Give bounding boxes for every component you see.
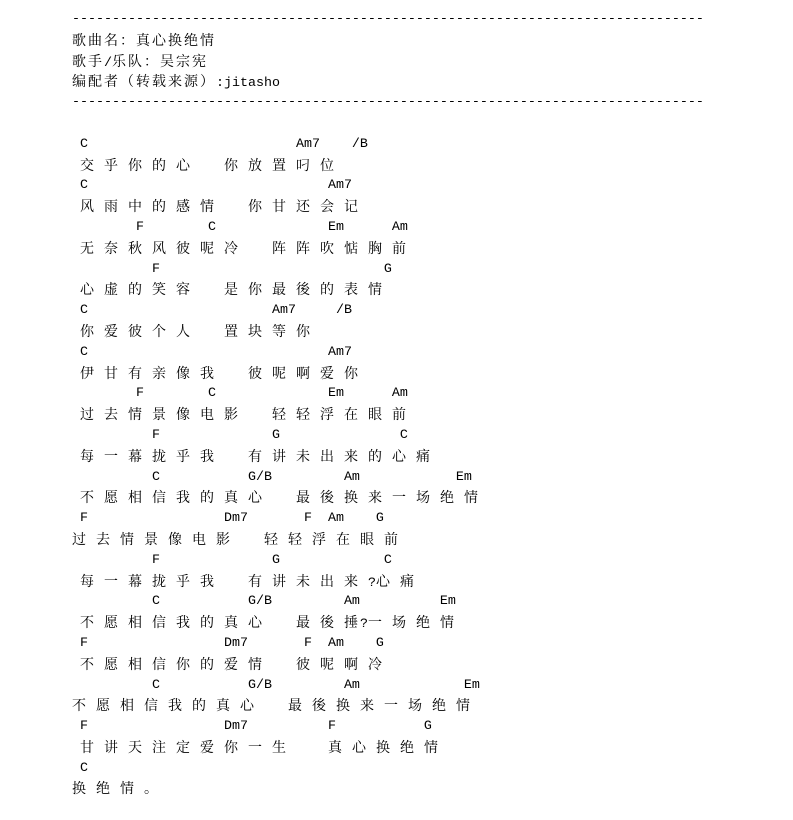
lyric-line: 不 愿 相 信 我 的 真 心 最 後 换 来 一 场 绝 情 <box>80 490 478 507</box>
lyric-line: 过 去 情 景 像 电 影 轻 轻 浮 在 眼 前 <box>72 531 398 548</box>
lyrics-with-chords <box>72 135 704 801</box>
chord-line: C G/B Am Em <box>72 677 480 693</box>
chord-line: F G C <box>72 427 408 443</box>
spacer <box>72 114 704 135</box>
chord-line: F G <box>72 261 392 277</box>
lyric-line: 心 虚 的 笑 容 是 你 最 後 的 表 情 <box>80 282 382 299</box>
chord-line: F C Em Am <box>72 386 408 402</box>
header-divider-bottom: ------------------------------------------------------------------------------- <box>72 95 704 111</box>
artist: 歌 手 /乐 队 ： 吴 宗 宪 <box>72 53 206 71</box>
chord-line: F Dm7 F Am G <box>72 511 384 527</box>
chord-line: C Am7 <box>72 344 352 360</box>
lyric-line: 你 爱 彼 个 人 置 块 等 你 <box>80 323 310 340</box>
lyric-line: 交 乎 你 的 心 你 放 置 叼 位 <box>80 157 334 174</box>
chord-line: C <box>72 760 88 776</box>
lyric-line: 无 奈 秋 风 彼 呢 冷 阵 阵 吹 惦 胸 前 <box>80 240 406 257</box>
lyric-line: 风 雨 中 的 感 情 你 甘 还 会 记 <box>80 199 358 216</box>
lyric-line: 过 去 情 景 像 电 影 轻 轻 浮 在 眼 前 <box>80 407 406 424</box>
chord-line: F Dm7 F G <box>72 719 432 735</box>
lyric-line: 甘 讲 天 注 定 爱 你 一 生 真 心 换 绝 情 <box>80 739 438 756</box>
chord-line: C G/B Am Em <box>72 469 472 485</box>
lyric-line: 不 愿 相 信 你 的 爱 情 彼 呢 啊 冷 <box>80 656 382 673</box>
lyric-line: 每 一 幕 拢 乎 我 有 讲 未 出 来 的 心 痛 <box>80 448 430 465</box>
chord-line: F G C <box>72 552 392 568</box>
header-divider-top: ------------------------------------------------------------------------------- <box>72 12 704 27</box>
lyric-line: 伊 甘 有 亲 像 我 彼 呢 啊 爱 你 <box>80 365 358 382</box>
arranger: 编 配 者 （ 转 载 来 源 ） :jitasho <box>72 74 280 92</box>
chord-sheet-document <box>72 10 704 800</box>
chord-line: F C Em Am <box>72 219 408 235</box>
chord-line: C Am7 /B <box>72 136 368 152</box>
chord-line: C Am7 <box>72 178 352 194</box>
chord-line: C Am7 /B <box>72 303 352 319</box>
lyric-line: 每 一 幕 拢 乎 我 有 讲 未 出 来 ?心 痛 <box>80 573 414 591</box>
chord-line: F Dm7 F Am G <box>72 635 384 651</box>
lyric-line: 不 愿 相 信 我 的 真 心 最 後 换 来 一 场 绝 情 <box>72 698 470 715</box>
song-title: 歌 曲 名 ： 真 心 换 绝 情 <box>72 32 214 49</box>
lyric-line: 换 绝 情 。 <box>72 781 158 798</box>
lyric-line: 不 愿 相 信 我 的 真 心 最 後 捶 ?一 场 绝 情 <box>80 615 454 633</box>
chord-line: C G/B Am Em <box>72 594 456 610</box>
